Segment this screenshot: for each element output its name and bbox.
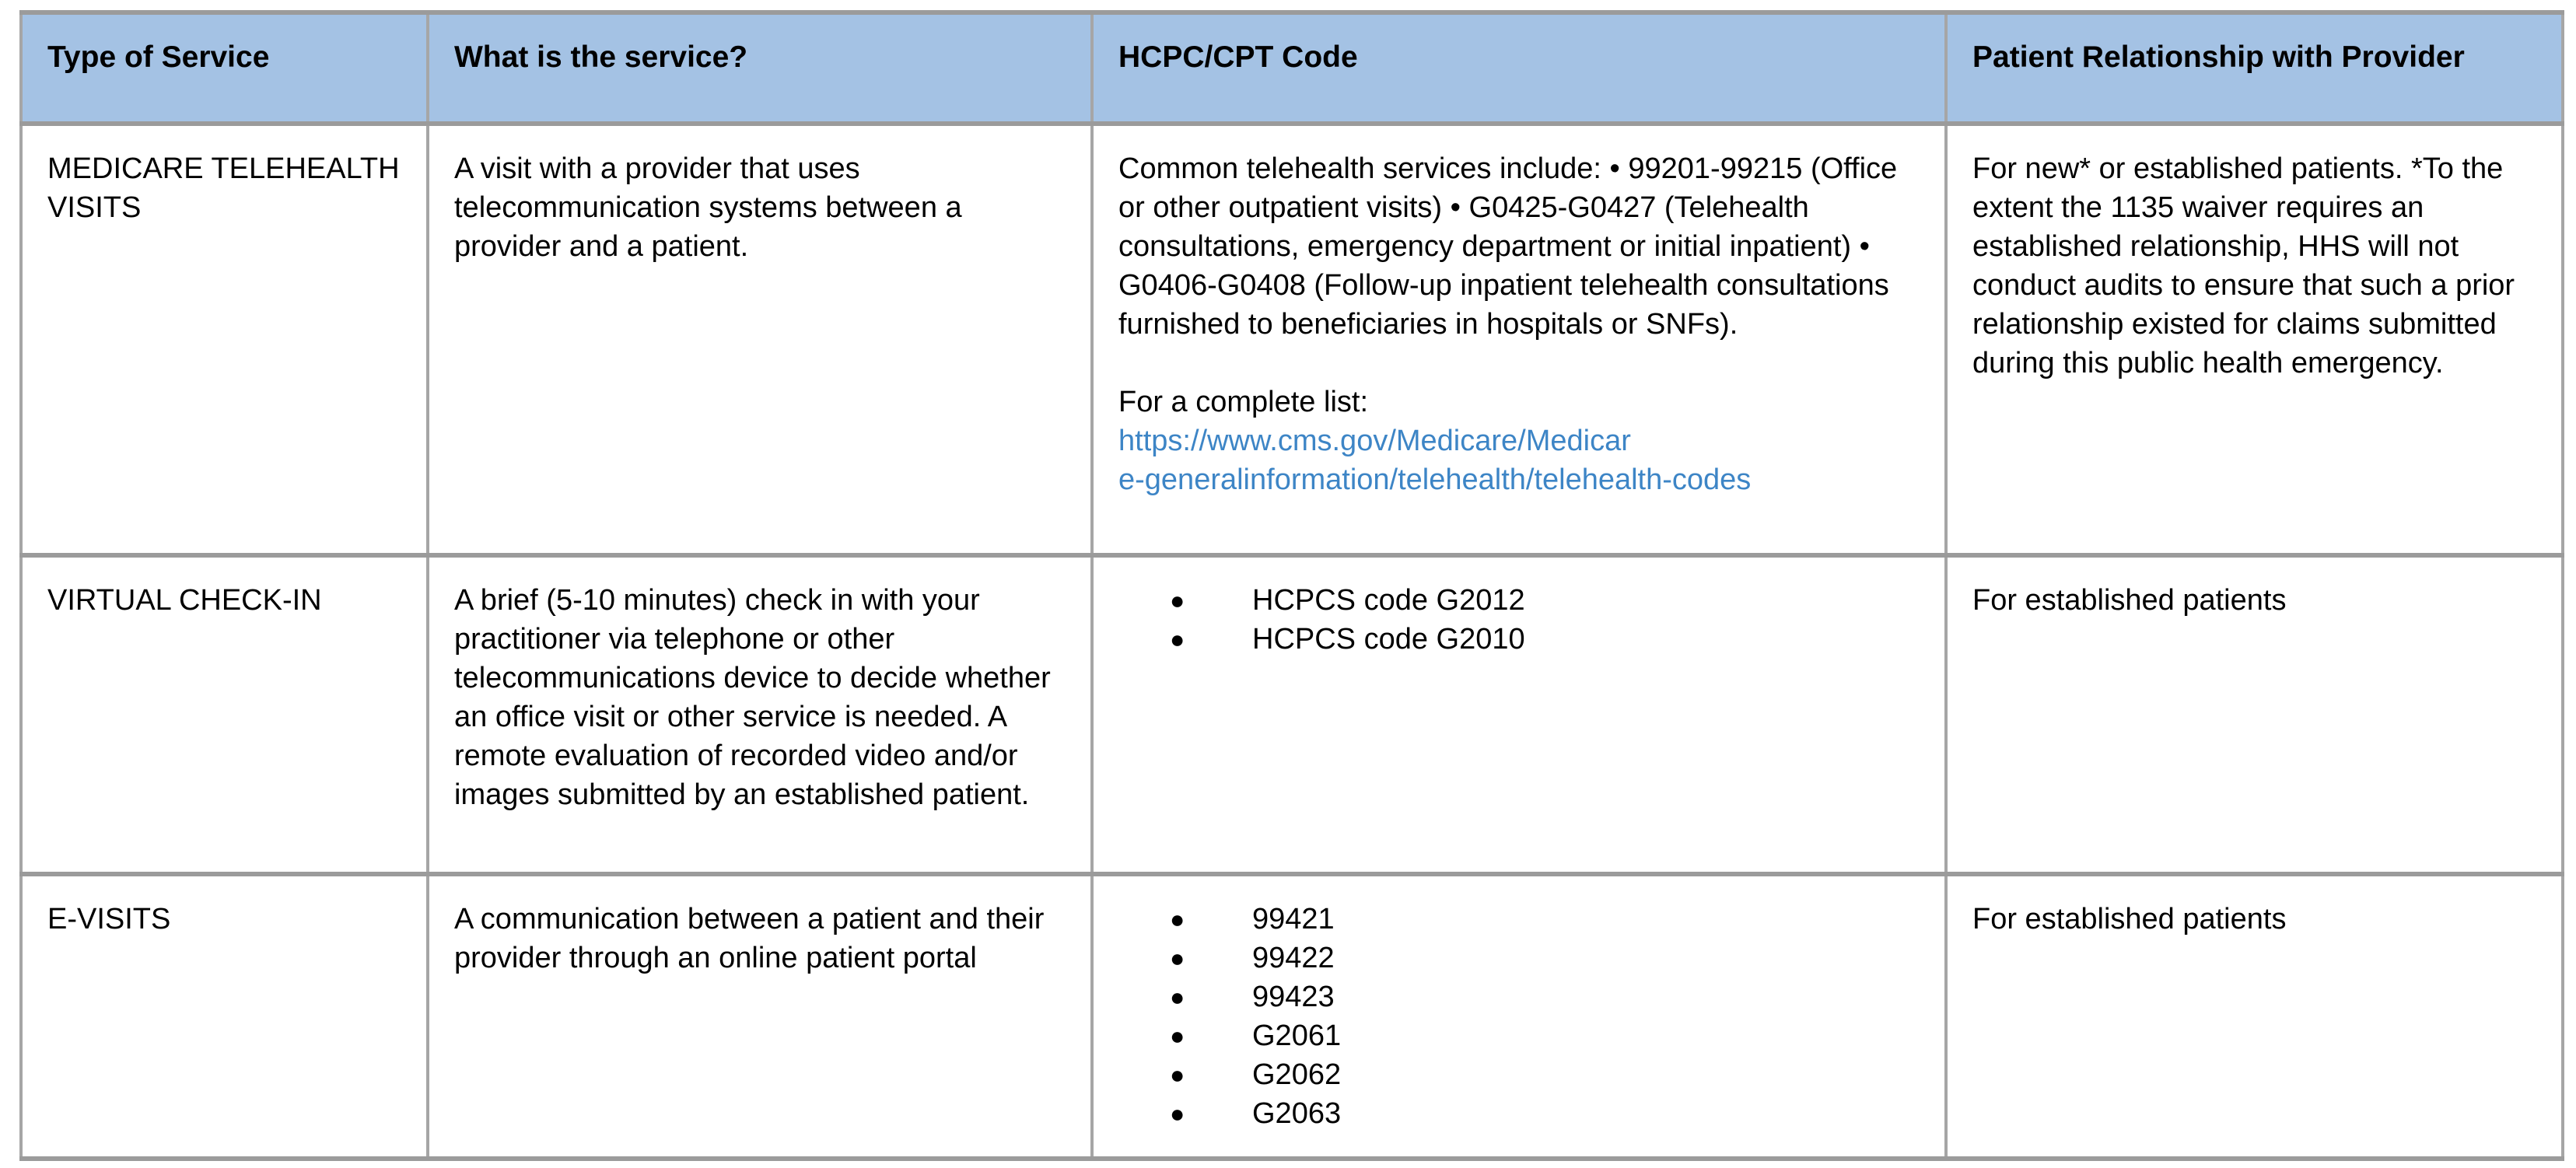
service-type-label: MEDICARE TELEHEALTH VISITS [47, 152, 400, 224]
virtual-checkin-codes-cell [1092, 555, 1946, 874]
link-line-1[interactable]: https://www.cms.gov/Medicare/Medicar [1118, 425, 1631, 457]
relationship-text: For established patients [1972, 903, 2287, 935]
relationship-text: For established patients [1972, 584, 2287, 617]
medicare-relationship-cell [1946, 124, 2563, 555]
relationship-text: For new* or established patients. *To the extent the 1135 waiver requires an established relationship, HHS will not conduct audits to ensure that such a prior relationship existed for claims submitted during this public health emergency. [1972, 152, 2515, 379]
hcpcs-code-list [1118, 581, 1920, 659]
code-list-item: ● 99423 [1118, 977, 1920, 1016]
service-description: A communication between a patient and their provider through an online patient portal [454, 903, 1045, 974]
complete-list-label: For a complete list: [1118, 386, 1368, 418]
service-type-label: E-VISITS [47, 903, 171, 935]
medicare-description-cell [428, 124, 1092, 555]
virtual-checkin-description-cell [428, 555, 1092, 874]
service-description: A brief (5-10 minutes) check in with your practitioner via telephone or other telecommunications device to decide whether an office visit or other service is needed. A remote evaluation of recorded video and/or images submitted by an established patient. [454, 584, 1051, 811]
row-medicare-telehealth-visits [21, 124, 2563, 555]
code-list-item: ● 99421 [1118, 900, 1920, 939]
code-list-item: ● G2063 [1118, 1094, 1920, 1133]
evisits-codes-cell [1092, 874, 1946, 1159]
link-line-2[interactable]: e-generalinformation/telehealth/telehealth-codes [1118, 463, 1752, 496]
row-virtual-check-in [21, 555, 2563, 874]
code-list-item: ● G2062 [1118, 1055, 1920, 1094]
service-description: A visit with a provider that uses telecommunication systems between a provider and a patient. [454, 152, 962, 263]
code-list-item: ● HCPCS code G2010 [1118, 620, 1920, 659]
code-list-item: ● G2061 [1118, 1016, 1920, 1055]
code-list-item: ● HCPCS code G2012 [1118, 581, 1920, 620]
header-hcpc-cpt-code: HCPC/CPT Code [1092, 12, 1946, 124]
service-type-label: VIRTUAL CHECK-IN [47, 584, 322, 617]
evisits-relationship-cell [1946, 874, 2563, 1159]
row-e-visits [21, 874, 2563, 1159]
virtual-checkin-relationship-cell [1946, 555, 2563, 874]
cms-telehealth-codes-link[interactable] [1118, 425, 1751, 496]
code-list-item: ● 99422 [1118, 939, 1920, 977]
virtual-checkin-type-cell [21, 555, 428, 874]
medicare-codes-cell [1092, 124, 1946, 555]
header-what-is-the-service: What is the service? [428, 12, 1092, 124]
evisits-description-cell [428, 874, 1092, 1159]
header-patient-relationship: Patient Relationship with Provider [1946, 12, 2563, 124]
codes-paragraph: Common telehealth services include: • 99201-99215 (Office or other outpatient visits) • G0425-G0427 (Telehealth consultations, emergency department or initial inpatient) • G0406-G0408 (Follow-up inpatient telehealth consultations furnished to beneficiaries in hospitals or SNFs). [1118, 152, 1898, 341]
header-type-of-service: Type of Service [21, 12, 428, 124]
telehealth-services-table [19, 10, 2564, 1161]
medicare-type-cell [21, 124, 428, 555]
header-row [21, 12, 2563, 124]
evisits-type-cell [21, 874, 428, 1159]
cpt-code-list [1118, 900, 1920, 1133]
codes-link-block [1118, 383, 1920, 499]
